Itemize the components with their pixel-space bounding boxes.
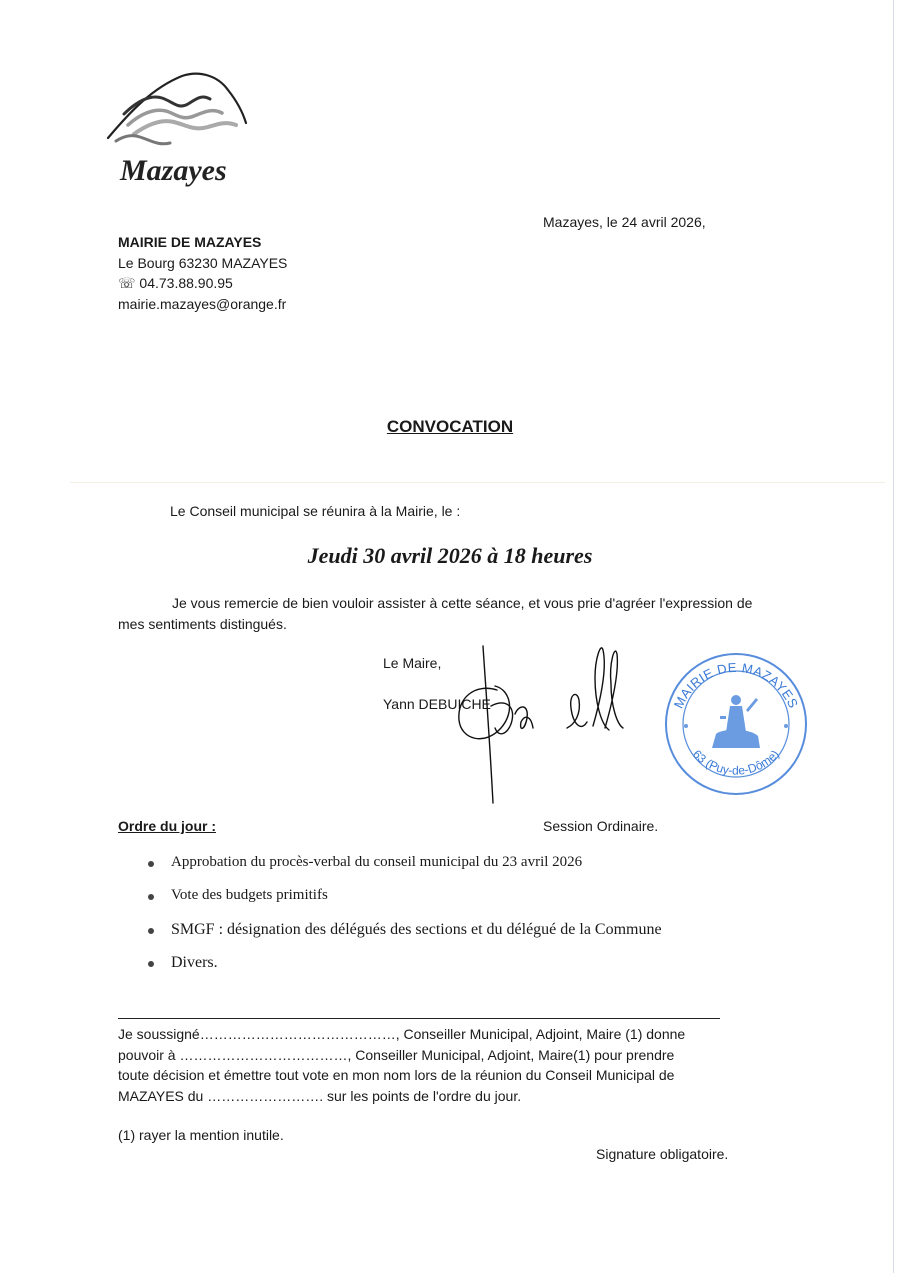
- sender-phone: 04.73.88.90.95: [139, 275, 233, 291]
- agenda-item: SMGF : désignation des délégués des sections et du délégué de la Commune: [146, 921, 662, 954]
- scan-edge: [893, 0, 894, 1273]
- sender-address: Le Bourg 63230 MAZAYES: [118, 254, 288, 271]
- proxy-line: MAZAYES du ……………………. sur les points de l'ordre du jour.: [118, 1087, 522, 1104]
- letter-date: Mazayes, le 24 avril 2026,: [543, 214, 706, 230]
- proxy-line: toute décision et émettre tout vote en mon nom lors de la réunion du Conseil Municipal de: [118, 1067, 675, 1083]
- document-title: CONVOCATION: [386, 417, 514, 436]
- sender-block: [118, 232, 287, 314]
- sender-phone-line: [118, 273, 287, 294]
- intro-text: Le Conseil municipal se réunira à la Mairie, le :: [170, 503, 461, 519]
- agenda-list: [146, 854, 662, 972]
- stamp-bottom-text: 63 (Puy-de-Dôme): [690, 747, 782, 778]
- signature-required: Signature obligatoire.: [596, 1146, 729, 1162]
- footnote: (1) rayer la mention inutile.: [118, 1127, 284, 1143]
- agenda-item: Divers.: [146, 954, 662, 972]
- session-type: Session Ordinaire.: [543, 818, 659, 834]
- agenda-item: Approbation du procès-verbal du conseil municipal du 23 avril 2026: [146, 854, 662, 887]
- stamp-figure: [684, 695, 788, 748]
- stamp-top-text: MAIRIE DE MAZAYES: [670, 659, 802, 711]
- sender-email: mairie.mazayes@orange.fr: [118, 295, 287, 312]
- scan-line: [70, 482, 885, 483]
- proxy-line: Je soussigné……………………………………, Conseiller Municipal, Adjoint, Maire (1) donne: [118, 1026, 686, 1042]
- mayor-signature: [445, 628, 640, 810]
- proxy-line: pouvoir à ………………………………, Conseiller Municipal, Adjoint, Maire(1) pour prendre: [118, 1046, 675, 1063]
- mayor-name: Yann DEBUICHE: [383, 696, 491, 712]
- agenda-item: Vote des budgets primitifs: [146, 887, 662, 921]
- meeting-datetime: Jeudi 30 avril 2026 à 18 heures: [307, 543, 593, 568]
- sender-name: MAIRIE DE MAZAYES: [118, 234, 262, 250]
- closing-text: Je vous remercie de bien vouloir assister à cette séance, et vous prie d'agréer l'expression de mes sentiments distingués.: [118, 595, 753, 632]
- mayor-title: Le Maire,: [383, 655, 442, 671]
- separator-line: [118, 1018, 720, 1019]
- logo-text: Mazayes: [120, 154, 227, 187]
- mazayes-logo: [104, 68, 264, 193]
- phone-icon: ☏: [118, 275, 136, 291]
- agenda-title: Ordre du jour :: [118, 818, 216, 834]
- official-stamp: [660, 648, 812, 800]
- proxy-form: [118, 1024, 758, 1106]
